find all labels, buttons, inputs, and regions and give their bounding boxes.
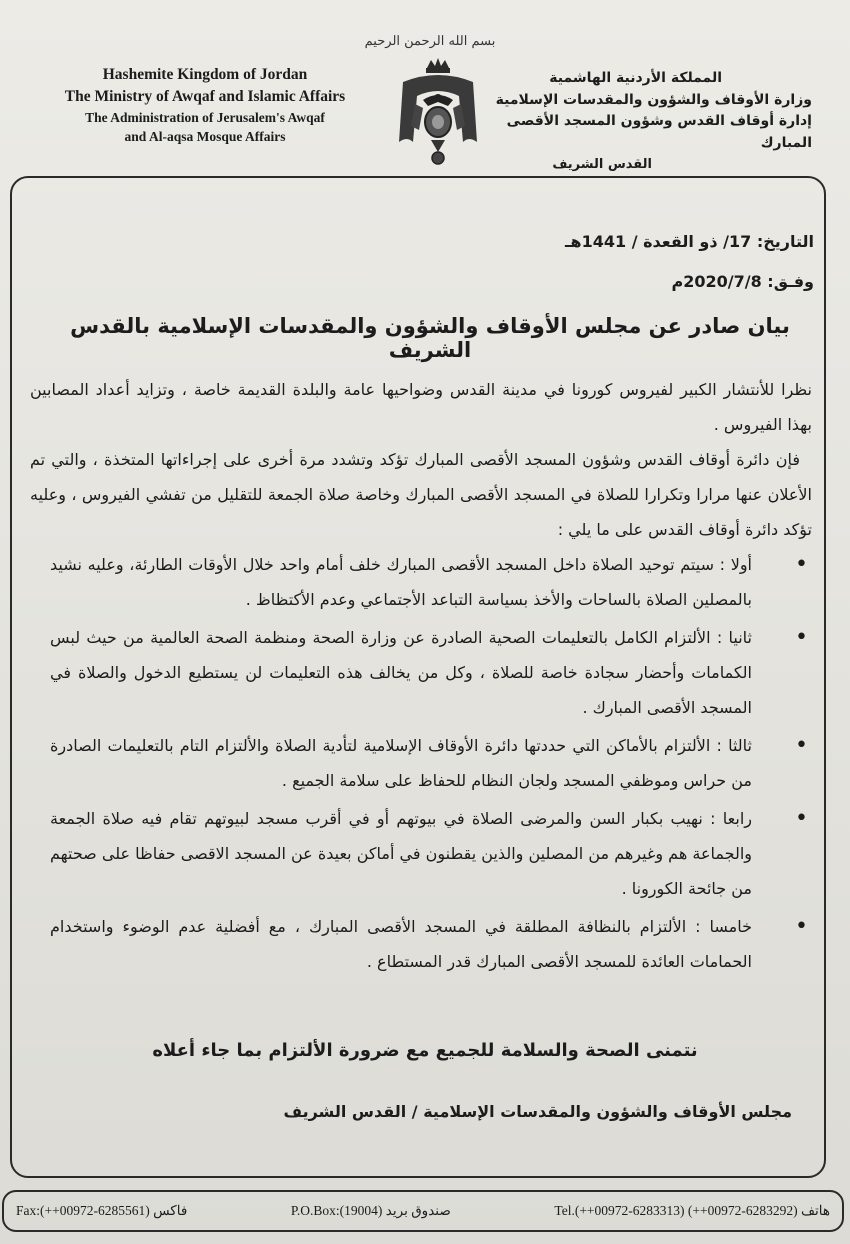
arabic-letterhead bbox=[472, 68, 812, 175]
bullet-icon bbox=[752, 909, 812, 945]
basmala: بسم الله الرحمن الرحيم bbox=[364, 34, 496, 49]
ar-jerusalem: القدس الشريف bbox=[552, 156, 652, 172]
en-kingdom: Hashemite Kingdom of Jordan bbox=[102, 66, 308, 83]
en-ministry: The Ministry of Awqaf and Islamic Affairs bbox=[64, 88, 346, 105]
bullet-icon bbox=[752, 728, 812, 764]
fax-number: Fax:(++00972-6285561) فاكس bbox=[16, 1203, 188, 1218]
statement-title: بيان صادر عن مجلس الأوقاف والشؤون والمقدسات الإسلامية بالقدس الشريف bbox=[70, 314, 790, 362]
list-item bbox=[30, 547, 812, 617]
list-item bbox=[30, 909, 812, 979]
bullet-icon bbox=[752, 620, 812, 656]
en-administration: The Administration of Jerusalem's Awqaf bbox=[85, 110, 325, 125]
phone-numbers: Tel.(++00972-6283313) (++00972-6283292) هاتف bbox=[554, 1203, 830, 1218]
bullet-icon bbox=[752, 547, 812, 583]
intro-paragraph: نظرا للأنتشار الكبير لفيروس كورونا في مدينة القدس وضواحيها عامة والبلدة القديمة خاصة ، وتزايد أعداد المصابين بهذا الفيروس . bbox=[30, 380, 812, 434]
ar-kingdom: المملكة الأردنية الهاشمية bbox=[549, 70, 722, 86]
item-text: رابعا : نهيب بكبار السن والمرضى الصلاة في بيوتهم أو في أقرب مسجد لبيوتهم تقام فيه صلاة الجمعة والجماعة هم وغيرهم من المصلين والذين يقطنون في أماكن بعيدة عن المسجد الاقصى حفاظا على صحتهم من جائحة الكورونا . bbox=[50, 809, 752, 898]
points-list bbox=[30, 547, 812, 979]
po-box: P.O.Box:(19004) صندوق بريد bbox=[290, 1203, 451, 1218]
intro-paragraph: فإن دائرة أوقاف القدس وشؤون المسجد الأقصى المبارك تؤكد وتشدد مرة أخرى على إجراءاتها المتخذة ، والتي تم الأعلان عنها مرارا وتكرارا للصلاة في المسجد الأقصى المبارك وخاصة صلاة الجمعة للتقليل من تفشي الفيروس ، وعليه تؤكد دائرة أوقاف القدس على ما يلي : bbox=[30, 450, 812, 539]
list-item bbox=[30, 728, 812, 798]
signature-line: مجلس الأوقاف والشؤون والمقدسات الإسلامية / القدس الشريف bbox=[283, 1102, 792, 1121]
contact-footer bbox=[2, 1190, 844, 1232]
en-aqsa-affairs: and Al-aqsa Mosque Affairs bbox=[124, 129, 286, 145]
date-block bbox=[565, 222, 814, 302]
list-item bbox=[30, 801, 812, 906]
ar-ministry: وزارة الأوقاف والشؤون والمقدسات الإسلامية bbox=[495, 91, 812, 108]
english-letterhead bbox=[20, 64, 390, 146]
item-text: ثانيا : الألتزام الكامل بالتعليمات الصحية الصادرة عن وزارة الصحة ومنظمة الصحة العالمية من حيث لبس الكمامات وأحضار سجادة خاصة للصلاة ، وكل من يخالف هذه التعليمات لن يستطيع الدخول والصلاة في المسجد الأقصى المبارك . bbox=[50, 628, 752, 717]
gregorian-date: وفـق: 2020/7/8م bbox=[671, 272, 814, 291]
ar-administration: إدارة أوقاف القدس وشؤون المسجد الأقصى المبارك bbox=[506, 113, 812, 152]
hijri-date: التاريخ: 17/ ذو القعدة / 1441هـ bbox=[565, 232, 814, 251]
statement-body bbox=[30, 372, 812, 982]
list-item bbox=[30, 620, 812, 725]
jordan-coat-of-arms-icon bbox=[393, 56, 483, 168]
item-text: أولا : سيتم توحيد الصلاة داخل المسجد الأقصى المبارك خلف أمام واحد خلال الأوقات الطارئة، وعليه نشيد بالمصلين الصلاة بالساحات والأخذ بسياسة التباعد الأجتماعي وعدم الأكتظاظ . bbox=[50, 555, 752, 609]
item-text: خامسا : الألتزام بالنظافة المطلقة في المسجد الأقصى المبارك ، مع أفضلية عدم الوضوء واستخدام الحمامات العائدة للمسجد الأقصى المبارك قدر المستطاع . bbox=[50, 917, 752, 971]
bullet-icon bbox=[752, 801, 812, 837]
item-text: ثالثا : الألتزام بالأماكن التي حددتها دائرة الأوقاف الإسلامية لتأدية الصلاة والألتزام التام بالتعليمات الصادرة من حراس وموظفي المسجد ولجان النظام للحفاظ على سلامة الجميع . bbox=[50, 736, 752, 790]
closing-line: نتمنى الصحة والسلامة للجميع مع ضرورة الألتزام بما جاء أعلاه bbox=[152, 1040, 698, 1061]
